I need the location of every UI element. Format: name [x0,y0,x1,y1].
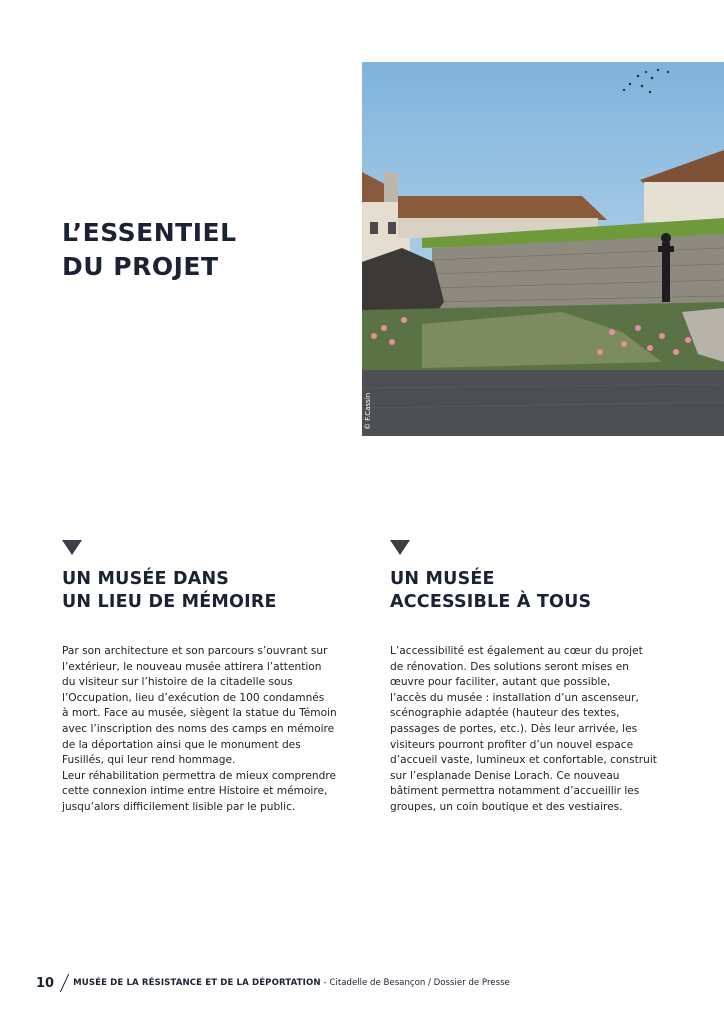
triangle-down-icon [62,540,82,555]
left-heading [62,568,342,614]
right-heading [390,568,670,614]
page-title [62,216,237,284]
page-title-line-1: L’ESSENTIEL [62,218,237,247]
left-body-text [62,644,342,816]
text-line: œuvre pour faciliter, autant que possible, [390,676,611,689]
text-line: passages de portes, etc.). Dès leur arrivée, les [390,722,638,735]
text-line: du visiteur sur l’histoire de la citadelle sous [62,676,293,689]
text-line: l’Occupation, lieu d’exécution de 100 condamnés [62,691,325,704]
text-line: bâtiment permettra notamment d’accueillir les [390,785,640,798]
text-line: groupes, un coin boutique et des vestiaires. [390,800,623,813]
text-line: Fusillés, qui leur rend hommage. [62,754,236,767]
text-line: d’accueil vaste, lumineux et confortable, construit [390,754,657,767]
text-line: l’accès du musée : installation d’un ascenseur, [390,691,639,704]
text-line: l’extérieur, le nouveau musée attirera l’attention [62,660,322,673]
slash-divider [60,974,69,993]
page-title-line-2: DU PROJET [62,252,219,281]
footer-museum-name: MUSÉE DE LA RÉSISTANCE ET DE LA DÉPORTATION [73,978,321,988]
text-line: Par son architecture et son parcours s’ouvrant sur [62,645,328,657]
text-line: à mort. Face au musée, siègent la statue du Témoin [62,707,337,720]
text-line: Leur réhabilitation permettra de mieux comprendre [62,769,336,782]
photo-illustration [362,62,724,436]
text-line: cette connexion intime entre Histoire et mémoire, [62,785,328,798]
right-body-text [390,644,670,816]
citadel-garden-photo [362,62,724,436]
footer-subtitle: - Citadelle de Besançon / Dossier de Presse [323,978,510,988]
text-line: de rénovation. Des solutions seront mises en [390,660,629,673]
text-line: sur l’esplanade Denise Lorach. Ce nouveau [390,769,620,782]
page-footer [36,972,510,994]
text-line: visiteurs pourront profiter d’un nouvel espace [390,738,634,751]
text-line: de la déportation ainsi que le monument des [62,738,301,751]
page-number: 10 [36,975,55,991]
text-line: L’accessibilité est également au cœur du projet [390,645,643,657]
left-column [62,540,342,816]
right-column [390,540,670,816]
right-heading-line-1: UN MUSÉE [390,569,495,589]
left-heading-line-1: UN MUSÉE DANS [62,569,230,589]
text-line: scénographie adaptée (hauteur des textes, [390,707,620,720]
triangle-down-icon [390,540,410,555]
right-heading-line-2: ACCESSIBLE À TOUS [390,592,592,612]
text-line: avec l’inscription des noms des camps en mémoire [62,722,335,735]
photo-credit: © F.Cassin [364,392,372,430]
left-heading-line-2: UN LIEU DE MÉMOIRE [62,592,277,612]
text-line: jusqu’alors difficilement lisible par le public. [62,800,296,813]
